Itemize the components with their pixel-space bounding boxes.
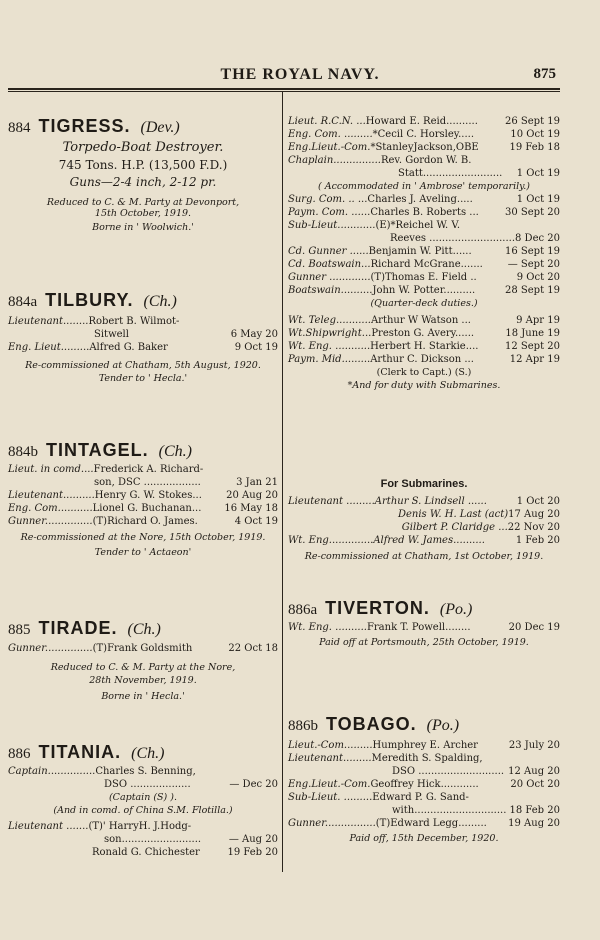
ship-note: Tender to ' Hecla.' bbox=[98, 373, 188, 384]
ship-type: Torpedo-Boat Destroyer. bbox=[62, 140, 224, 155]
officer-row: Lieutenant ....... (T)' HarryH. J.Hodg- bbox=[8, 821, 192, 832]
officer-row: Denis W. H. Last (act) 17 Aug 20 bbox=[397, 509, 560, 520]
officer-row: Eng.Lieut.-Com. Geoffrey Hick............ 20 Oct 20 bbox=[288, 779, 560, 790]
ship-number: 884a bbox=[8, 294, 38, 310]
ship-note: *And for duty with Submarines. bbox=[347, 380, 501, 391]
officer-row: Wt. Eng. ........... Herbert H. Starkie.... 12 Sept 20 bbox=[288, 341, 560, 352]
ship-heading bbox=[288, 714, 560, 734]
ship-number: 885 bbox=[8, 622, 31, 638]
ship-name: TILBURY. bbox=[45, 290, 134, 310]
officer-row: Lieutenant......... Meredith S. Spalding, bbox=[288, 753, 483, 764]
officer-row: Lieut. in comd.... Frederick A. Richard- bbox=[8, 464, 204, 475]
officer-row: Paym. Com. ...... Charles B. Roberts ... 30 Sept 20 bbox=[288, 207, 560, 218]
officer-row: son......................... — Aug 20 bbox=[104, 834, 278, 845]
ship-name: TITANIA. bbox=[38, 742, 122, 762]
entry-tigress bbox=[8, 116, 278, 233]
home-port: (Ch.) bbox=[127, 621, 161, 638]
home-port: (Ch.) bbox=[143, 293, 177, 310]
home-port: (Ch.) bbox=[131, 745, 165, 762]
officer-row: DSO ................... — Dec 20 bbox=[104, 779, 278, 790]
entry-tirade bbox=[8, 618, 278, 703]
ship-note: Borne in ' Hecla.' bbox=[101, 691, 185, 702]
ship-heading bbox=[8, 116, 278, 137]
officer-row: Lieutenant........ Robert B. Wilmot- bbox=[8, 316, 180, 327]
officer-row: Lieut.-Com......... Humphrey E. Archer 23 July 20 bbox=[288, 740, 560, 751]
ship-name: TIVERTON. bbox=[325, 598, 430, 618]
ship-note: Re-commissioned at Chatham, 5th August, 1920. bbox=[25, 360, 261, 371]
officer-row: Surg. Com. .. ... Charles J. Aveling..... 1 Oct 19 bbox=[288, 194, 560, 205]
officer-row: with............................. 18 Feb 20 bbox=[392, 805, 560, 816]
officer-note: ( Accommodated in ' Ambrose' temporarily.) bbox=[317, 181, 531, 192]
home-port: (Ch.) bbox=[158, 443, 192, 460]
officer-row: Cd. Gunner ...... Benjamin W. Pitt...... 16 Sept 19 bbox=[288, 246, 560, 257]
ship-note: Reduced to C. & M. Party at Devonport, bbox=[46, 197, 240, 208]
ship-note: 15th October, 1919. bbox=[94, 208, 192, 219]
officer-row: Wt. Eng. .......... Frank T. Powell........ 20 Dec 19 bbox=[288, 622, 560, 633]
ship-number: 884 bbox=[8, 120, 31, 136]
ship-name: TIGRESS. bbox=[38, 116, 131, 136]
officer-row: Reeves ........................... 8 Dec 20 bbox=[389, 233, 560, 244]
ship-note: (Clerk to Capt.) (S.) bbox=[376, 367, 472, 378]
officer-row: Gunner............... (T)Richard O. James. 4 Oct 19 bbox=[8, 516, 278, 527]
home-port: (Dev.) bbox=[140, 119, 180, 136]
officer-row: Eng.Lieut.-Com. *StanleyJackson,OBE 19 Feb 18 bbox=[288, 142, 560, 153]
ship-name: TINTAGEL. bbox=[46, 440, 149, 460]
header-rule bbox=[8, 88, 560, 90]
column-divider bbox=[282, 92, 283, 872]
officer-row: Eng. Com........... Lionel G. Buchanan... 16 May 18 bbox=[8, 503, 278, 514]
ship-specs: 745 Tons. H.P. (13,500 F.D.) bbox=[58, 158, 228, 172]
ship-note: (Captain (S) ). bbox=[108, 792, 178, 803]
officer-row: Sub-Lieut............ (E)*Reichel W. V. bbox=[288, 220, 461, 231]
ship-note: Re-commissioned at Chatham, 1st October, 1919. bbox=[304, 551, 544, 562]
officer-row: Wt. Eng.............. Alfred W. James.......... 1 Feb 20 bbox=[288, 535, 560, 546]
officer-row: Lieut. R.C.N. ... Howard E. Reid.......... 26 Sept 19 bbox=[288, 116, 560, 127]
officer-row: Boatswain.......... John W. Potter.......... 28 Sept 19 bbox=[288, 285, 560, 296]
section-heading: For Submarines. bbox=[380, 478, 468, 490]
officer-row: Paym. Mid......... Arthur C. Dickson ... 12 Apr 19 bbox=[288, 354, 560, 365]
officer-row: Eng. Lieut......... Alfred G. Baker 9 Oct 19 bbox=[8, 342, 278, 353]
officer-row: Lieutenant ......... Arthur S. Lindsell ...... 1 Oct 20 bbox=[288, 496, 560, 507]
page-number: 875 bbox=[533, 66, 556, 82]
officer-row: DSO ........................... 12 Aug 20 bbox=[392, 766, 560, 777]
officer-row: Gunner ............. (T)Thomas E. Field .. 9 Oct 20 bbox=[288, 272, 560, 283]
officer-row: Wt. Teleg........... Arthur W Watson ... 9 Apr 19 bbox=[288, 315, 560, 326]
home-port: (Po.) bbox=[439, 601, 473, 618]
officer-row: Gunner................ (T)Edward Legg......... 19 Aug 20 bbox=[288, 818, 560, 829]
ship-number: 886b bbox=[288, 718, 318, 734]
ship-heading bbox=[8, 742, 278, 762]
ship-note: Paid off, 15th December, 1920. bbox=[349, 833, 499, 844]
officer-row: Chaplain............... Rev. Gordon W. B. bbox=[288, 155, 472, 166]
officer-row: Gilbert P. Claridge ... 22 Nov 20 bbox=[401, 522, 560, 533]
ship-note: 28th November, 1919. bbox=[89, 675, 197, 686]
ship-note: Borne in ' Woolwich.' bbox=[92, 222, 194, 233]
ship-heading bbox=[288, 598, 560, 618]
ship-number: 886a bbox=[288, 602, 318, 618]
entry-submarines bbox=[288, 478, 560, 563]
entry-continued bbox=[288, 115, 560, 392]
ship-name: TOBAGO. bbox=[326, 714, 417, 734]
ship-note: Paid off at Portsmouth, 25th October, 1919. bbox=[319, 637, 529, 648]
ship-note: Tender to ' Actaeon' bbox=[94, 547, 192, 558]
entry-tiverton bbox=[288, 598, 560, 649]
officer-row: Wt.Shipwright... Preston G. Avery...... 18 June 19 bbox=[288, 328, 560, 339]
running-header-title: THE ROYAL NAVY. bbox=[220, 66, 380, 83]
officer-row: Cd. Boatswain... Richard McGrane....... — Sept 20 bbox=[288, 259, 560, 270]
ship-note: Reduced to C. & M. Party at the Nore, bbox=[50, 662, 236, 673]
officer-row: Gunner............... (T)Frank Goldsmith 22 Oct 18 bbox=[8, 643, 278, 654]
ship-name: TIRADE. bbox=[38, 618, 118, 638]
officer-row: Captain............... Charles S. Benning, bbox=[8, 766, 196, 777]
officer-note: (Quarter-deck duties.) bbox=[370, 298, 478, 309]
ship-number: 886 bbox=[8, 746, 31, 762]
officer-row: Sitwell 6 May 20 bbox=[94, 329, 278, 340]
entry-titania bbox=[8, 742, 278, 859]
ship-guns: Guns—2-4 inch, 2-12 pr. bbox=[69, 175, 217, 189]
entry-tobago bbox=[288, 714, 560, 845]
ship-heading bbox=[8, 440, 278, 460]
ship-note: Re-commissioned at the Nore, 15th October, 1919. bbox=[20, 532, 266, 543]
officer-row: Statt......................... 1 Oct 19 bbox=[398, 168, 560, 179]
home-port: (Po.) bbox=[426, 717, 460, 734]
entry-tintagel bbox=[8, 440, 278, 559]
ship-heading bbox=[8, 618, 278, 638]
header-rule-thin bbox=[8, 91, 560, 92]
officer-row: Eng. Com. ......... *Cecil C. Horsley..... 10 Oct 19 bbox=[288, 129, 560, 140]
entry-tilbury bbox=[8, 290, 278, 385]
ship-note: (And in comd. of China S.M. Flotilla.) bbox=[53, 805, 233, 816]
officer-row: Lieutenant.......... Henry G. W. Stokes... 20 Aug 20 bbox=[8, 490, 278, 501]
ship-heading bbox=[8, 290, 278, 310]
ship-number: 884b bbox=[8, 444, 38, 460]
officer-row: Sub-Lieut. ......... Edward P. G. Sand- bbox=[288, 792, 469, 803]
officer-row: Ronald G. Chichester 19 Feb 20 bbox=[92, 847, 278, 858]
officer-row: son, DSC .................. 3 Jan 21 bbox=[94, 477, 278, 488]
